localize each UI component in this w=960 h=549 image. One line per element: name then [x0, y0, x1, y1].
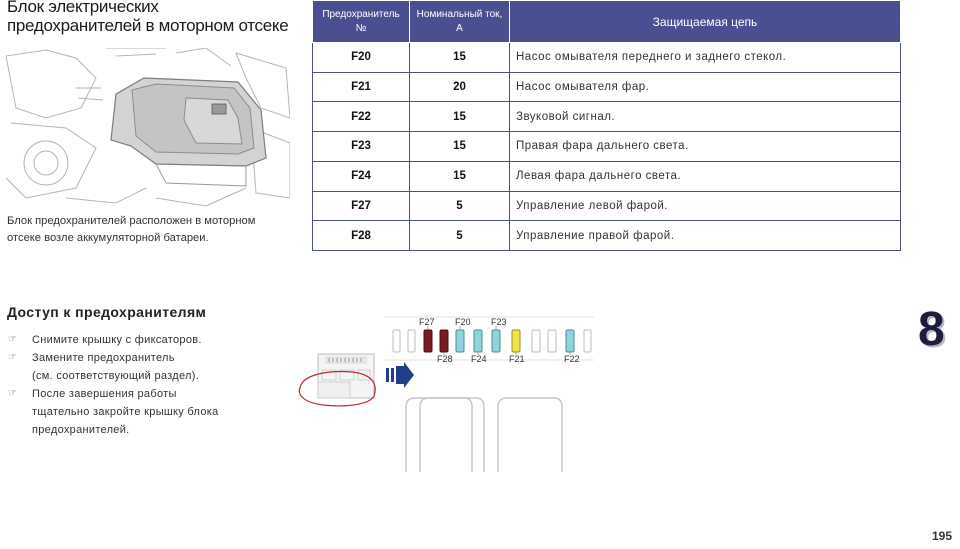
fuse-label-f22: F22: [564, 354, 580, 364]
engine-caption-line-1: Блок предохранителей расположен в моторном: [7, 215, 256, 227]
circuit-cell: Насос омывателя переднего и заднего стекол.: [510, 43, 901, 73]
fuse-empty: [584, 330, 591, 352]
fuse-f21: [512, 330, 520, 352]
fuse-empty: [548, 330, 556, 352]
fuse-cell: F21: [313, 72, 410, 102]
access-steps: [8, 331, 288, 439]
fuse-empty: [408, 330, 415, 352]
circuit-cell: Управление левой фарой.: [510, 191, 901, 221]
circuit-cell: Насос омывателя фар.: [510, 72, 901, 102]
pointing-hand-icon: ☞: [8, 334, 17, 345]
table-row: [313, 221, 901, 251]
step-1-line-1: Снимите крышку с фиксаторов.: [32, 334, 202, 346]
fuse-cell: F23: [313, 132, 410, 162]
header-fuse-number-line-1: Предохранитель: [322, 8, 400, 20]
fuse-table-header: [313, 1, 901, 43]
page-title: [7, 0, 307, 35]
engine-caption: [7, 213, 297, 247]
current-cell: 5: [410, 191, 510, 221]
page-number: 195: [932, 529, 953, 543]
pointing-hand-icon: ☞: [8, 388, 17, 399]
current-cell: 15: [410, 132, 510, 162]
relay-housing: [406, 398, 472, 472]
fuse-cell: F22: [313, 102, 410, 132]
step-3-line-2: тщательно закройте крышку блока: [32, 406, 219, 418]
fuse-label-f20: F20: [455, 317, 471, 327]
chapter-number: 8: [918, 303, 945, 356]
fuse-label-f28: F28: [437, 354, 453, 364]
relay-housing: [498, 398, 562, 472]
header-rated-current-line-1: Номинальный ток,: [416, 8, 503, 20]
fuse-f23: [492, 330, 500, 352]
page-title-line-1: Блок электрических: [7, 0, 159, 16]
fuse-cell: F27: [313, 191, 410, 221]
circuit-cell: Правая фара дальнего света.: [510, 132, 901, 162]
fuse-f22: [566, 330, 574, 352]
table-row: [313, 132, 901, 162]
header-fuse-number-line-2: №: [355, 22, 367, 34]
engine-compartment-illustration: [6, 48, 290, 208]
arrow-right-icon: [386, 362, 414, 388]
fuse-cell: F20: [313, 43, 410, 73]
current-cell: 20: [410, 72, 510, 102]
header-rated-current: [410, 1, 510, 43]
header-rated-current-line-2: А: [456, 22, 463, 34]
fuse-f28: [440, 330, 448, 352]
table-row: [313, 72, 901, 102]
step-2-line-1: Замените предохранитель: [32, 352, 175, 364]
step-3-line-1: После завершения работы: [32, 388, 177, 400]
fuse-label-f23: F23: [491, 317, 507, 327]
step-3-line-3: предохранителей.: [32, 424, 130, 436]
fuse-f27: [424, 330, 432, 352]
step-2-line-2: (см. соответствующий раздел).: [32, 370, 200, 382]
relay-housing: [420, 398, 484, 472]
step-3: [8, 385, 288, 439]
fuse-empty: [532, 330, 540, 352]
table-row: [313, 102, 901, 132]
fuse-f20: [456, 330, 464, 352]
step-1: [8, 331, 288, 349]
fuse-cell: F24: [313, 161, 410, 191]
page-title-line-2: предохранителей в моторном отсеке: [7, 16, 289, 35]
fuse-box-diagram: [296, 312, 596, 477]
current-cell: 15: [410, 161, 510, 191]
fuse-label-f21: F21: [509, 354, 525, 364]
table-row: [313, 191, 901, 221]
header-fuse-number: [313, 1, 410, 43]
current-cell: 15: [410, 43, 510, 73]
circuit-cell: Управление правой фарой.: [510, 221, 901, 251]
fuse-label-f24: F24: [471, 354, 487, 364]
current-cell: 5: [410, 221, 510, 251]
circuit-cell: Звуковой сигнал.: [510, 102, 901, 132]
fuse-label-f27: F27: [419, 317, 435, 327]
fuse-f24: [474, 330, 482, 352]
pointing-hand-icon: ☞: [8, 352, 17, 363]
table-row: [313, 43, 901, 73]
engine-caption-line-2: отсеке возле аккумуляторной батареи.: [7, 232, 209, 244]
fuse-table: [312, 0, 901, 251]
step-2: [8, 349, 288, 385]
fuse-cell: F28: [313, 221, 410, 251]
fuse-empty: [393, 330, 400, 352]
circuit-cell: Левая фара дальнего света.: [510, 161, 901, 191]
header-protected-circuit: Защищаемая цепь: [510, 1, 901, 43]
current-cell: 15: [410, 102, 510, 132]
table-row: [313, 161, 901, 191]
access-section-title: Доступ к предохранителям: [7, 304, 207, 320]
